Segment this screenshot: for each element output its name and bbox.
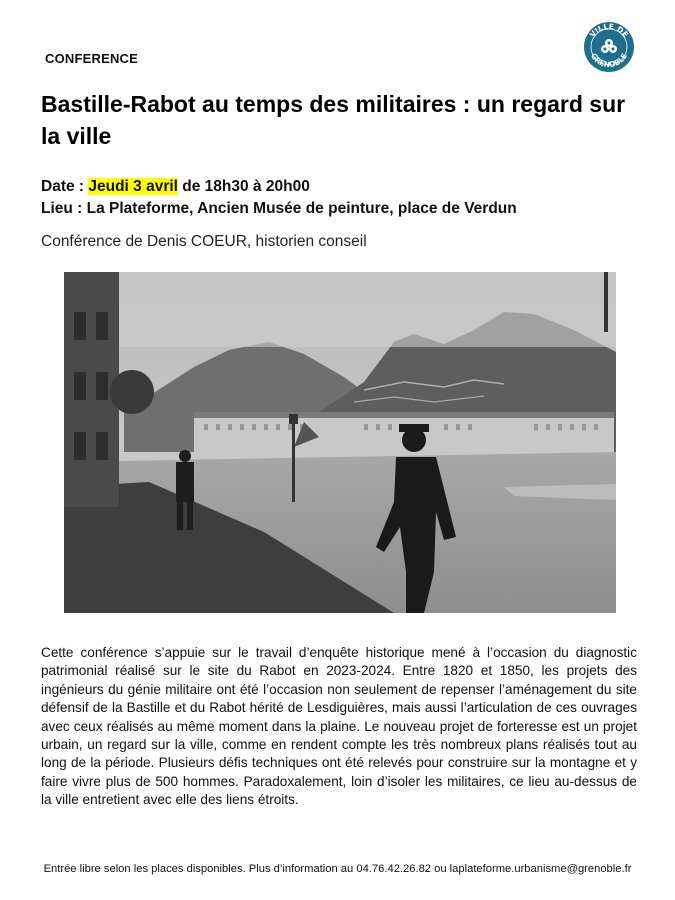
speaker-line: Conférence de Denis COEUR, historien conseil bbox=[41, 233, 367, 250]
event-details bbox=[41, 176, 517, 220]
svg-text:VILLE DE: VILLE DE bbox=[587, 21, 631, 40]
description-paragraph: Cette conférence s’appuie sur le travail d’enquête historique mené à l’occasion du diagnostic patrimonial réalisé sur le site du Rabot en 2023-2024. Entre 1820 et 1850, les projets des ingénieurs du génie militaire ont été l’occasion non seulement de repenser l’aménagement du site défensif de la Bastille et du Rabot hérité de Lesdiguières, mais aussi l’articulation de ces ouvrages avec ceux réalisés au même moment dans la plaine. Le nouveau projet de forteresse est un projet urbain, un regard sur la ville, comme en rendent compte les très nombreux plans réalisés tout au long de la période. Plusieurs défis techniques ont été relevés pour construire sur la montagne et y faire vivre plus de 500 hommes. Paradoxalement, loin d’isoler les militaires, ce lieu au-dessus de la ville entretient avec elle des liens étroits. bbox=[41, 645, 637, 808]
date-time: de 18h30 à 20h00 bbox=[177, 178, 310, 195]
historic-photo bbox=[64, 272, 616, 613]
event-place: Lieu : La Plateforme, Ancien Musée de peinture, place de Verdun bbox=[41, 200, 517, 217]
page-title: Bastille-Rabot au temps des militaires : un regard sur la ville bbox=[41, 91, 626, 149]
footer-info: Entrée libre selon les places disponibles. Plus d’information au 04.76.42.26.82 ou laplateforme.urbanisme@grenoble.fr bbox=[43, 863, 632, 875]
section-kicker: CONFERENCE bbox=[45, 51, 139, 66]
date-label: Date : bbox=[41, 178, 89, 195]
event-date bbox=[41, 176, 517, 198]
date-highlight: Jeudi 3 avril bbox=[88, 178, 178, 195]
svg-text:GRENOBLE: GRENOBLE bbox=[588, 51, 630, 70]
grenoble-logo bbox=[583, 21, 635, 73]
